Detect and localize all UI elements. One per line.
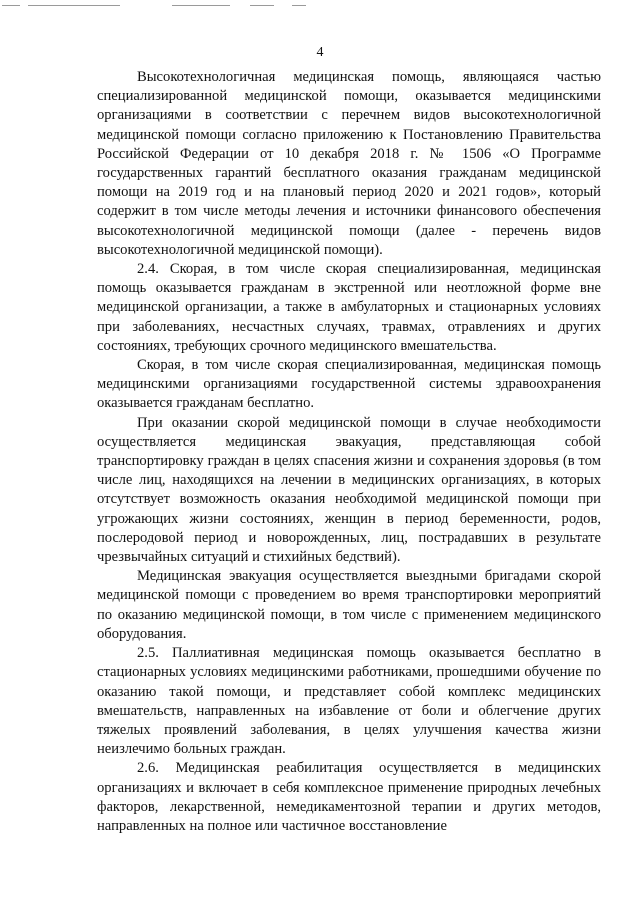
paragraph-2-5-palliative-care: 2.5. Паллиативная медицинская помощь оказывается бесплатно в стационарных условиях медицинскими работниками, прошедшими обучение по оказанию такой помощи, и представляет собой комплекс медицинских вмешательств, направленных на избавление от боли и облегчение других тяжелых проявлений заболевания, в целях улучшения качества жизни неизлечимо больных граждан. bbox=[97, 645, 601, 758]
paragraph-2-4-emergency-care: 2.4. Скорая, в том числе скорая специализированная, медицинская помощь оказывается гражданам в экстренной или неотложной форме вне медицинской организации, а также в амбулаторных и стационарных условиях при заболеваниях, несчастных случаях, травмах, отравлениях и других состояниях, требующих срочного медицинского вмешательства. bbox=[97, 261, 601, 354]
scan-edge-artifacts bbox=[0, 5, 640, 9]
page-number: 4 bbox=[316, 45, 324, 60]
paragraph-medical-evacuation: При оказании скорой медицинской помощи в случае необходимости осуществляется медицинская эвакуация, представляющая собой транспортировку граждан в целях спасения жизни и сохранения здоровья (в том числе лиц, находящихся на лечении в медицинских организациях, в которых отсутствует возможность оказания необходимой медицинской помощи при угрожающих жизни состояниях, женщин в период беременности, родов, послеродовой период и новорожденных, лиц, пострадавших в результате чрезвычайных ситуаций и стихийных бедствий). bbox=[97, 414, 601, 566]
document-body bbox=[97, 68, 601, 836]
paragraph-evacuation-teams: Медицинская эвакуация осуществляется выездными бригадами скорой медицинской помощи с проведением во время транспортировки мероприятий по оказанию медицинской помощи, в том числе с применением медицинского оборудования. bbox=[97, 568, 601, 642]
paragraph-high-tech-care: Высокотехнологичная медицинская помощь, являющаяся частью специализированной медицинской помощи, оказывается медицинскими организациями в соответствии с перечнем видов высокотехнологичной медицинской помощи согласно приложению к Постановлению Правительства Российской Федерации от 10 декабря 2018 г. № 1506 «О Программе государственных гарантий бесплатного оказания гражданам медицинской помощи на 2019 год и на плановый период 2020 и 2021 годов», который содержит в том числе методы лечения и источники финансового обеспечения высокотехнологичной медицинской помощи (далее - перечень видов высокотехнологичной медицинской помощи). bbox=[97, 69, 601, 258]
paragraph-emergency-care-free: Скорая, в том числе скорая специализированная, медицинская помощь медицинскими организациями государственной системы здравоохранения оказывается гражданам бесплатно. bbox=[97, 357, 601, 412]
paragraph-2-6-rehabilitation: 2.6. Медицинская реабилитация осуществляется в медицинских организациях и включает в себя комплексное применение природных лечебных факторов, лекарственной, немедикаментозной терапии и других методов, направленных на полное или частичное восстановление bbox=[97, 760, 601, 834]
